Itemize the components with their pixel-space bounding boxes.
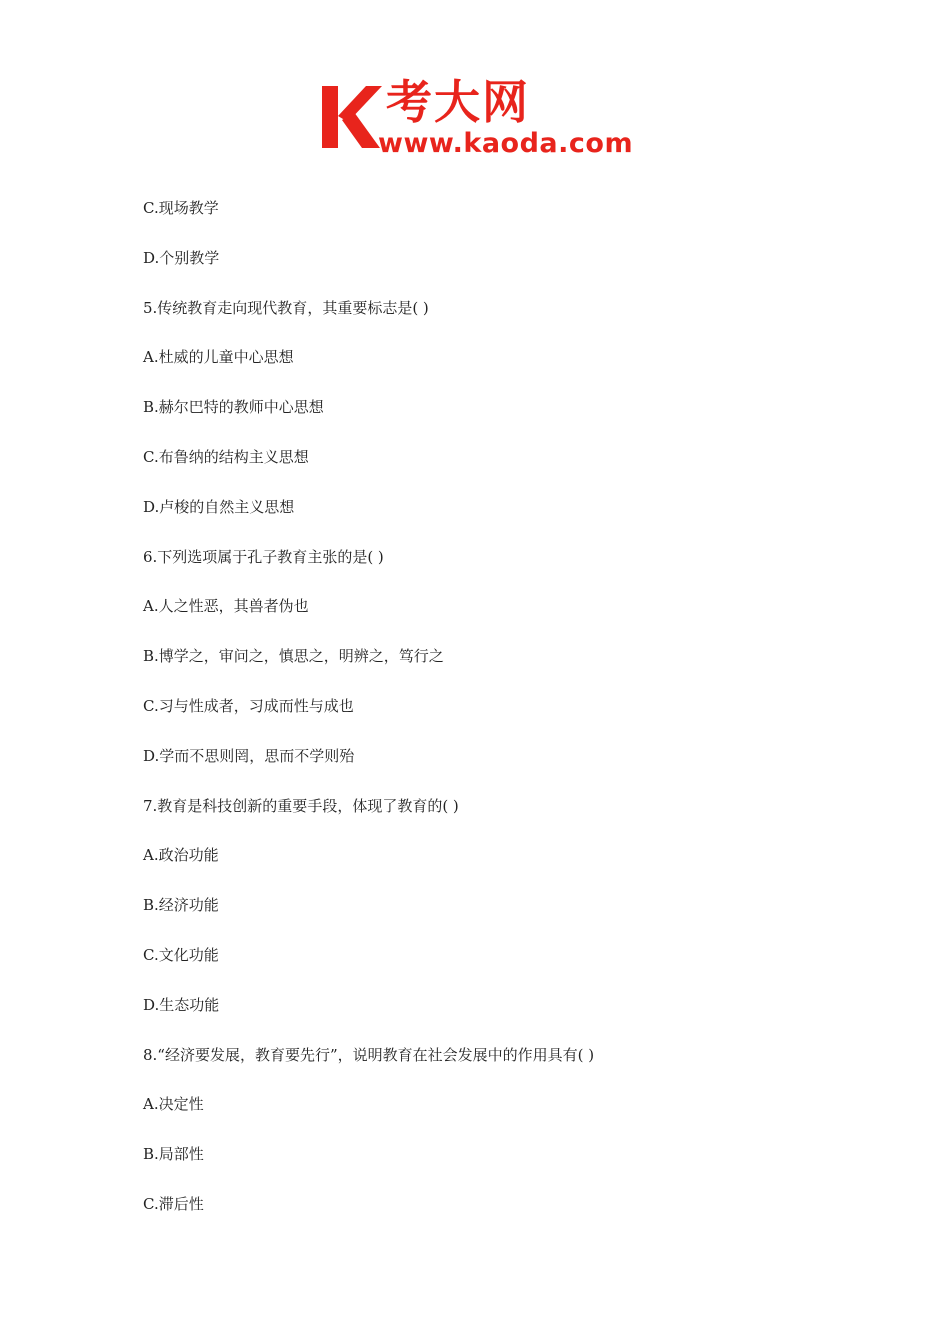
question-7: 7.教育是科技创新的重要手段，体现了教育的( )	[143, 796, 459, 815]
q5-option-d: D.卢梭的自然主义思想	[143, 497, 295, 516]
question-8: 8.“经济要发展，教育要先行”，说明教育在社会发展中的作用具有( )	[143, 1045, 595, 1064]
logo-url: www.kaoda.com	[378, 128, 634, 159]
q7-option-b: B.经济功能	[143, 896, 219, 915]
q8-option-b: B.局部性	[143, 1145, 204, 1164]
q7-option-c: C.文化功能	[143, 945, 219, 964]
k-letter-icon	[318, 82, 382, 152]
q8-option-c: C.滞后性	[143, 1194, 204, 1213]
q6-option-a: A.人之性恶，其兽者伪也	[143, 597, 309, 616]
question-6: 6.下列选项属于孔子教育主张的是( )	[143, 547, 384, 566]
document-body	[143, 198, 843, 1244]
q7-option-d: D.生态功能	[143, 995, 220, 1014]
question-5: 5.传统教育走向现代教育，其重要标志是( )	[143, 298, 429, 317]
q5-option-c: C.布鲁纳的结构主义思想	[143, 447, 309, 466]
logo-title: 考大网	[386, 75, 530, 129]
q6-option-b: B.博学之，审问之，慎思之，明辨之，笃行之	[143, 647, 444, 666]
q5-option-a: A.杜威的儿童中心思想	[143, 348, 294, 367]
kaoda-logo	[318, 75, 640, 162]
q7-option-a: A.政治功能	[143, 846, 219, 865]
q6-option-c: C.习与性成者，习成而性与成也	[143, 696, 354, 715]
option-d-line: D.个别教学	[143, 248, 220, 267]
q5-option-b: B.赫尔巴特的教师中心思想	[143, 398, 324, 417]
q8-option-a: A.决定性	[143, 1095, 204, 1114]
option-c-line: C.现场教学	[143, 199, 219, 217]
q6-option-d: D.学而不思则罔，思而不学则殆	[143, 746, 355, 765]
